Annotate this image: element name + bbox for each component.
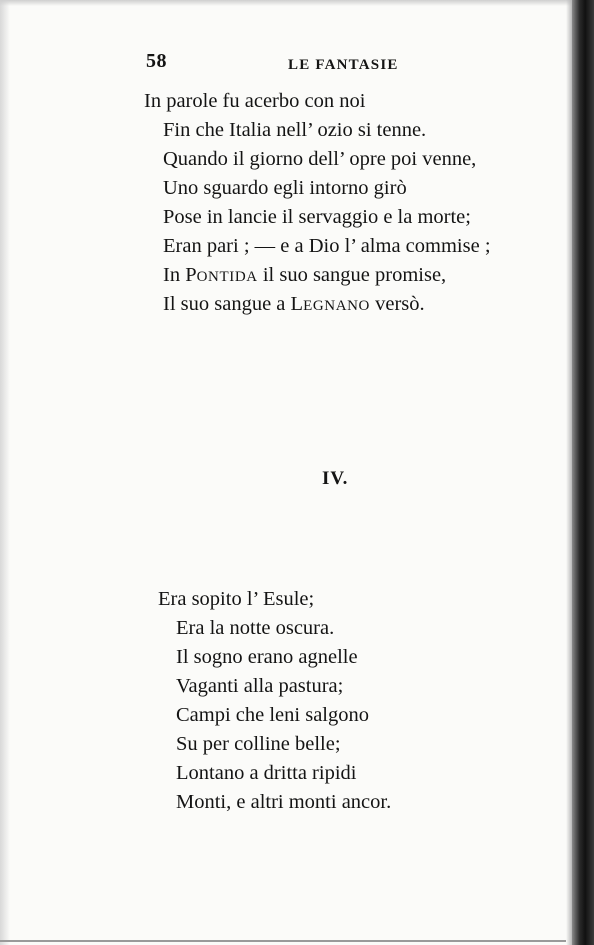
verse-line: Era sopito l’ Esule; [158, 588, 315, 610]
verse-line: Su per colline belle; [176, 733, 341, 755]
verse-line: Quando il giorno dell’ opre poi venne, [163, 148, 477, 170]
verse-line: Il sogno erano agnelle [176, 646, 358, 668]
book-spine [572, 0, 594, 945]
verse-line: Pose in lancie il servaggio e la morte; [163, 206, 471, 228]
running-title: LE FANTASIE [288, 57, 399, 73]
page-top-shadow [0, 0, 594, 6]
verse-line: Campi che leni salgono [176, 704, 369, 726]
verse-line: Eran pari ; — e a Dio l’ alma commise ; [163, 235, 491, 257]
verse-line: In parole fu acerbo con noi [144, 90, 366, 112]
verse-line: Vaganti alla pastura; [176, 675, 344, 697]
page-bottom-edge [0, 940, 566, 942]
stanza-1 [144, 87, 491, 319]
page-number: 58 [146, 50, 167, 72]
section-number: IV. [322, 468, 349, 489]
verse-line: Lontano a dritta ripidi [176, 762, 357, 784]
verse-line: Era la notte oscura. [176, 617, 335, 639]
verse-line: Fin che Italia nell’ ozio si tenne. [163, 119, 427, 141]
verse-line: Il suo sangue a LEGNANO versò. [163, 293, 425, 315]
verse-line: Uno sguardo egli intorno girò [163, 177, 407, 199]
verse-line: In PONTIDA il suo sangue promise, [163, 264, 447, 286]
stanza-2 [158, 585, 391, 817]
verse-line: Monti, e altri monti ancor. [176, 791, 392, 813]
